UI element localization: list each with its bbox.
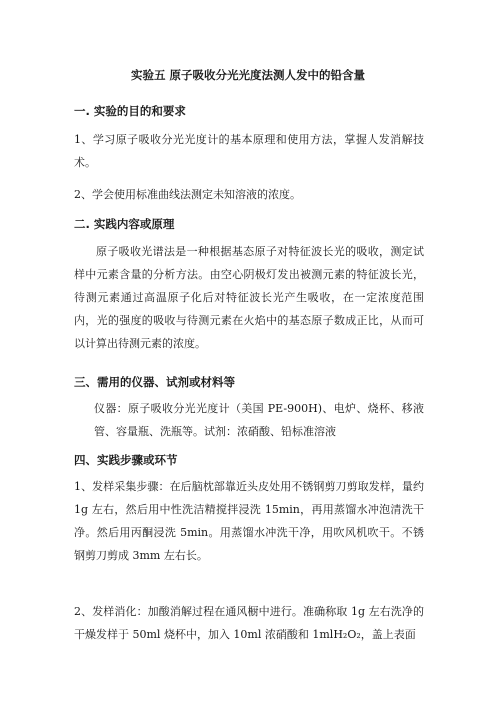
section-heading-3: 三、需用的仪器、试剂或材料等 xyxy=(74,375,235,389)
section-heading-2: 二. 实践内容或原理 xyxy=(74,217,175,231)
paragraph-objective-1: 1、学习原子吸收分光光度计的基本原理和使用方法，掌握人发消解技术。 xyxy=(74,133,424,169)
paragraph-step-2: 2、发样消化：加酸消解过程在通风橱中进行。准确称取 1g 左右洗净的干燥发样于 50ml 烧杯中，加入 10ml 浓硝酸和 1mlH₂O₂，盖上表面 xyxy=(74,605,424,641)
paragraph-objective-2: 2、学会使用标准曲线法测定未知溶液的浓度。 xyxy=(74,188,301,201)
section-heading-4: 四、实践步骤或环节 xyxy=(74,453,178,467)
section-heading-1: 一. 实验的目的和要求 xyxy=(74,104,186,118)
paragraph-principle: 原子吸收光谱法是一种根据基态原子对特征波长光的吸收，测定试样中元素含量的分析方法。由空心阴极灯发出被测元素的特征波长光，待测元素通过高温原子化后对特征波长光产生吸收，在一定浓度范围内，光的强度的吸收与待测元素在火焰中的基态原子数成正比，从而可以计算出待测元素的浓度。 xyxy=(74,245,424,350)
paragraph-step-1: 1、发样采集步骤：在后脑枕部靠近头皮处用不锈钢剪刀剪取发样，量约 1g 左右，然后用中性洗洁精搅拌浸洗 15min，再用蒸馏水冲泡清洗干净。然后用丙酮浸洗 5min。用蒸馏水冲洗干净，用吹风机吹干。不锈钢剪刀剪成 3mm 左右长。 xyxy=(74,480,424,562)
paragraph-instruments: 仪器：原子吸收分光光度计（美国 PE-900H)、电炉、烧杯、移液管、容量瓶、洗瓶等。试剂：浓硝酸、铅标准溶液 xyxy=(94,402,424,438)
document-title: 实验五 原子吸收分光光度法测人发中的铅含量 xyxy=(130,68,365,82)
